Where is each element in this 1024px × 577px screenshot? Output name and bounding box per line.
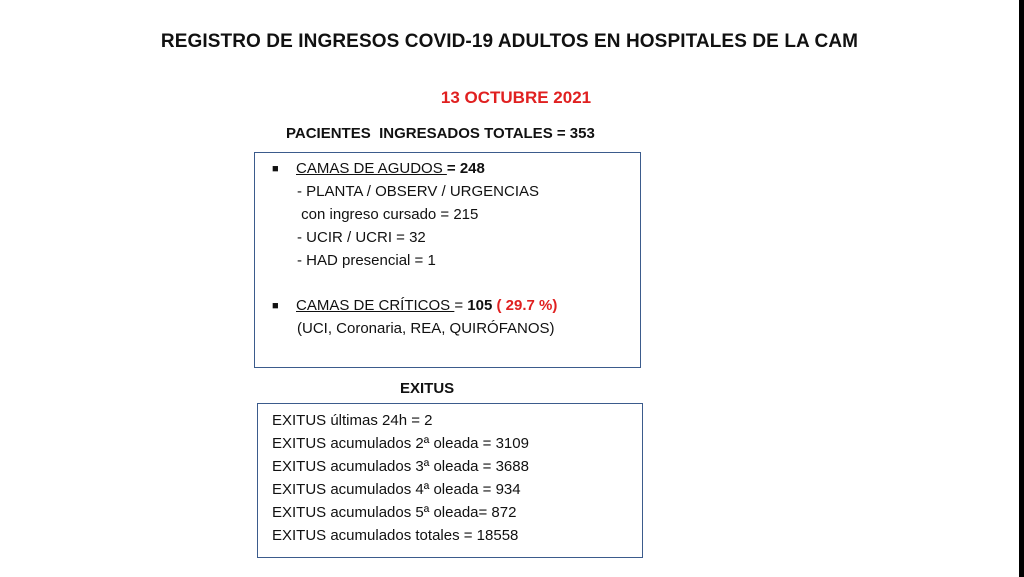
bullet-icon: ■ bbox=[272, 300, 279, 312]
criticos-value: 105 bbox=[467, 297, 493, 314]
criticos-label: CAMAS DE CRÍTICOS bbox=[296, 297, 455, 314]
agudos-eq: = bbox=[446, 160, 460, 177]
bullet-icon: ■ bbox=[272, 163, 279, 175]
agudos-line: - PLANTA / OBSERV / URGENCIAS bbox=[297, 183, 540, 200]
agudos-label: CAMAS DE AGUDOS bbox=[296, 160, 447, 177]
agudos-line: con ingreso cursado = 215 bbox=[297, 206, 479, 223]
exitus-line: EXITUS acumulados 2ª oleada = 3109 bbox=[272, 435, 529, 452]
exitus-line: EXITUS acumulados totales = 18558 bbox=[272, 527, 519, 544]
exitus-box bbox=[257, 403, 643, 558]
beds-box bbox=[254, 152, 641, 368]
agudos-line: - UCIR / UCRI = 32 bbox=[297, 229, 426, 246]
agudos-value: 248 bbox=[459, 160, 485, 177]
exitus-heading: EXITUS bbox=[400, 380, 455, 397]
exitus-line: EXITUS últimas 24h = 2 bbox=[272, 412, 433, 429]
criticos-eq: = bbox=[454, 297, 468, 314]
criticos-heading bbox=[296, 297, 557, 315]
exitus-line: EXITUS acumulados 4ª oleada = 934 bbox=[272, 481, 521, 498]
criticos-note: (UCI, Coronaria, REA, QUIRÓFANOS) bbox=[297, 320, 555, 337]
agudos-heading bbox=[296, 160, 485, 178]
report-date: 13 OCTUBRE 2021 bbox=[440, 88, 592, 107]
exitus-line: EXITUS acumulados 5ª oleada= 872 bbox=[272, 504, 517, 521]
exitus-line: EXITUS acumulados 3ª oleada = 3688 bbox=[272, 458, 529, 475]
total-patients: PACIENTES INGRESADOS TOTALES = 353 bbox=[286, 125, 595, 142]
criticos-percent: ( 29.7 %) bbox=[492, 297, 558, 314]
agudos-line: - HAD presencial = 1 bbox=[297, 252, 436, 269]
page-title: REGISTRO DE INGRESOS COVID-19 ADULTOS EN HOSPITALES DE LA CAM bbox=[160, 31, 859, 52]
